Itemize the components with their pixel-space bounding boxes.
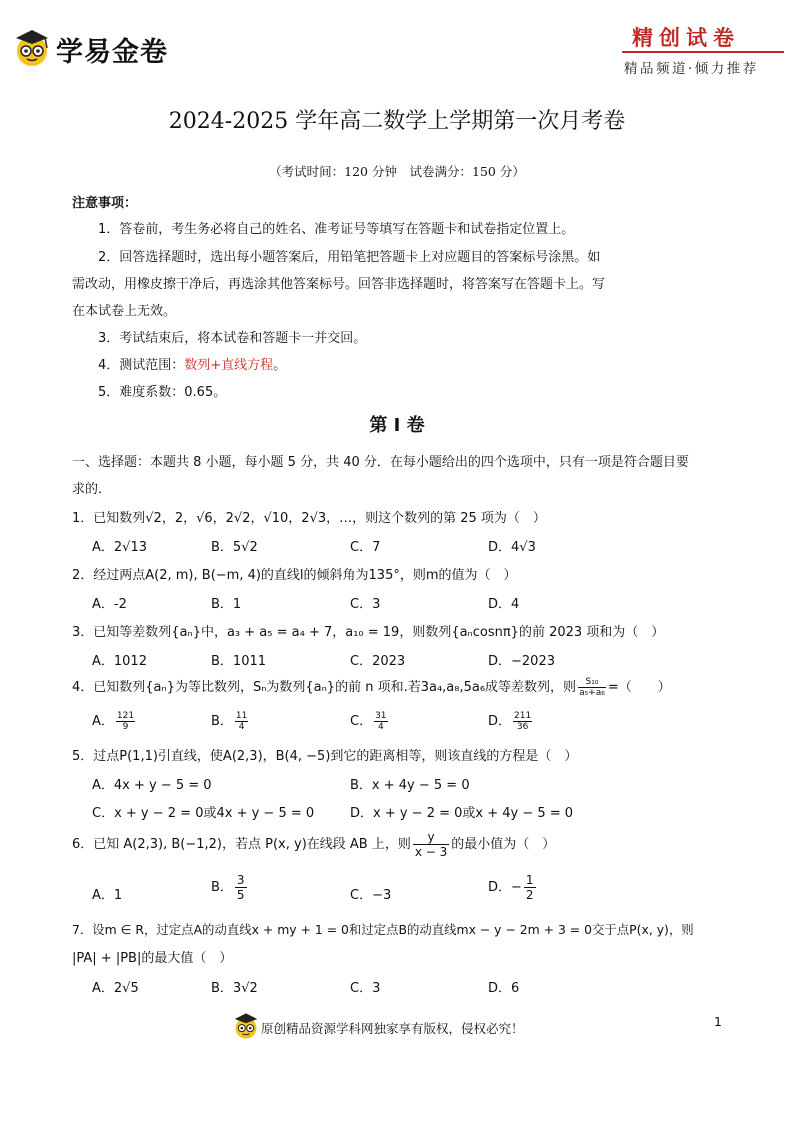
footer-mascot-icon	[232, 1012, 260, 1040]
q6-stem-end: 的最小值为（ ）	[451, 837, 556, 852]
q6-b-num: 3	[236, 873, 245, 887]
note-1: 1．答卷前，考生务必将自己的姓名、准考证号等填写在答题卡和试卷指定位置上。	[98, 222, 575, 237]
q4-frac-numerator: S₁₀	[578, 677, 606, 688]
page-title: 2024-2025 学年高二数学上学期第一次月考卷	[168, 109, 626, 134]
q4-option-c	[350, 710, 390, 732]
logo-group	[12, 28, 202, 68]
q1-stem: 1．已知数列√2，2，√6，2√2，√10，2√3，…，则这个数列的第 25 项为（ ）	[72, 511, 546, 526]
q6-b-fraction	[235, 873, 247, 902]
q6-stem-fraction	[413, 830, 449, 859]
q7-stem-cont: |PA| + |PB|的最大值（ ）	[72, 951, 233, 966]
q4-stem-end: =（ ）	[607, 680, 671, 695]
q4-d-fraction	[513, 711, 532, 732]
q4-stem-text: 4．已知数列{aₙ}为等比数列，Sₙ为数列{aₙ}的前 n 项和.若3a₄,a₈,5a₆成等差数列，则	[72, 680, 577, 695]
q4-d-den: 36	[516, 722, 529, 732]
q6-option-b	[211, 873, 249, 902]
section-title: 第 Ⅰ 卷	[369, 415, 425, 436]
note-4	[98, 354, 286, 373]
q5-option-b: B．x + 4y − 5 = 0	[350, 778, 470, 793]
note-3: 3．考试结束后，将本试卷和答题卡一并交回。	[98, 331, 367, 346]
brand-divider	[622, 51, 784, 53]
q4-a-den: 9	[122, 722, 129, 732]
q6-b-den: 5	[236, 888, 245, 902]
q4-stem	[72, 676, 671, 698]
q4-b-label: B．	[211, 714, 233, 729]
q4-a-fraction	[116, 711, 135, 732]
q6-option-a: A．1	[92, 888, 123, 903]
part1-instructions-cont: 求的．	[72, 482, 112, 497]
q3-option-b: B．1011	[211, 654, 267, 669]
q6-option-c: C．−3	[350, 888, 392, 903]
q5-option-c: C．x + y − 2 = 0或4x + y − 5 = 0	[92, 806, 315, 821]
q6-b-label: B．	[211, 880, 233, 895]
q4-d-num: 211	[514, 711, 532, 721]
q6-d-num: 1	[525, 873, 534, 887]
q4-frac-denominator: a₅+a₆	[579, 688, 605, 698]
q4-b-den: 4	[238, 722, 245, 732]
q2-option-b: B．1	[211, 597, 242, 612]
page-number: 1	[714, 1014, 722, 1029]
q4-c-fraction	[374, 711, 387, 732]
logo-text: 学易金卷	[56, 37, 168, 68]
q5-stem: 5．过点P(1,1)引直线，使A(2,3)，B(4, −5)到它的距离相等，则该直线的方程是（ ）	[72, 749, 578, 764]
q7-option-a: A．2√5	[92, 981, 139, 996]
q6-frac-denominator: x − 3	[414, 845, 448, 859]
q6-option-d	[488, 873, 538, 902]
brand-subtitle: 精品频道·倾力推荐	[624, 61, 759, 77]
note-4-suffix: 。	[273, 358, 287, 373]
notes-heading: 注意事项：	[72, 196, 138, 211]
q4-c-den: 4	[377, 722, 384, 732]
q4-stem-fraction	[578, 677, 606, 698]
q6-stem	[72, 830, 555, 859]
q3-option-c: C．2023	[350, 654, 406, 669]
q2-option-d: D．4	[488, 597, 520, 612]
q7-option-d: D．6	[488, 981, 520, 996]
q7-stem: 7．设m ∈ R，过定点A的动直线x + my + 1 = 0和过定点B的动直线mx − y − 2m + 3 = 0交于点P(x, y)，则	[72, 922, 694, 937]
q4-option-d	[488, 710, 534, 732]
q6-d-den: 2	[525, 888, 534, 902]
q2-option-a: A．-2	[92, 597, 127, 612]
q4-c-num: 31	[375, 711, 387, 721]
mascot-icon	[12, 28, 52, 68]
q1-option-b: B．5√2	[211, 540, 258, 555]
q4-option-a	[92, 710, 137, 732]
q3-stem: 3．已知等差数列{aₙ}中，a₃ + a₅ = a₄ + 7，a₁₀ = 19，则数列{aₙcosnπ}的前 2023 项和为（ ）	[72, 625, 665, 640]
q6-stem-text: 6．已知 A(2,3), B(−1,2)，若点 P(x, y)在线段 AB 上，则	[72, 837, 411, 852]
q6-d-fraction	[524, 873, 536, 902]
q4-option-b	[211, 710, 250, 732]
q2-option-c: C．3	[350, 597, 381, 612]
note-5: 5．难度系数：0.65。	[98, 385, 227, 400]
q7-option-c: C．3	[350, 981, 381, 996]
q4-a-num: 121	[116, 711, 135, 721]
q1-option-c: C．7	[350, 540, 381, 555]
q4-c-label: C．	[350, 714, 373, 729]
test-range: 数列+直线方程	[184, 358, 274, 373]
q2-stem: 2．经过两点A(2, m), B(−m, 4)的直线l的倾斜角为135°，则m的值为（ ）	[72, 568, 517, 583]
exam-info: （考试时间：120 分钟 试卷满分：150 分）	[269, 164, 525, 179]
q7-option-b: B．3√2	[211, 981, 258, 996]
q6-d-label: D．−	[488, 880, 522, 895]
q3-option-a: A．1012	[92, 654, 147, 669]
note-2: 2．回答选择题时，选出每小题答案后，用铅笔把答题卡上对应题目的答案标号涂黑。如	[98, 250, 601, 265]
q6-frac-numerator: y	[413, 830, 449, 845]
copyright-notice: 原创精品资源学科网独家享有版权，侵权必究！	[261, 1021, 524, 1036]
q1-option-d: D．4√3	[488, 540, 536, 555]
q5-option-d: D．x + y − 2 = 0或x + 4y − 5 = 0	[350, 806, 574, 821]
brand-title: 精创试卷	[632, 25, 740, 50]
q4-b-num: 11	[235, 711, 248, 721]
q4-d-label: D．	[488, 714, 512, 729]
q5-option-a: A．4x + y − 5 = 0	[92, 778, 212, 793]
q1-option-a: A．2√13	[92, 540, 147, 555]
q3-option-d: D．−2023	[488, 654, 555, 669]
part1-instructions: 一、选择题：本题共 8 小题，每小题 5 分，共 40 分．在每小题给出的四个选项中，只有一项是符合题目要	[72, 455, 689, 470]
note-2-cont: 需改动，用橡皮擦干净后，再选涂其他答案标号。回答非选择题时，将答案写在答题卡上。写	[72, 277, 606, 292]
note-2-end: 在本试卷上无效。	[72, 304, 177, 319]
note-4-prefix: 4．测试范围：	[98, 358, 185, 373]
q4-a-label: A．	[92, 714, 114, 729]
q4-b-fraction	[235, 711, 248, 732]
